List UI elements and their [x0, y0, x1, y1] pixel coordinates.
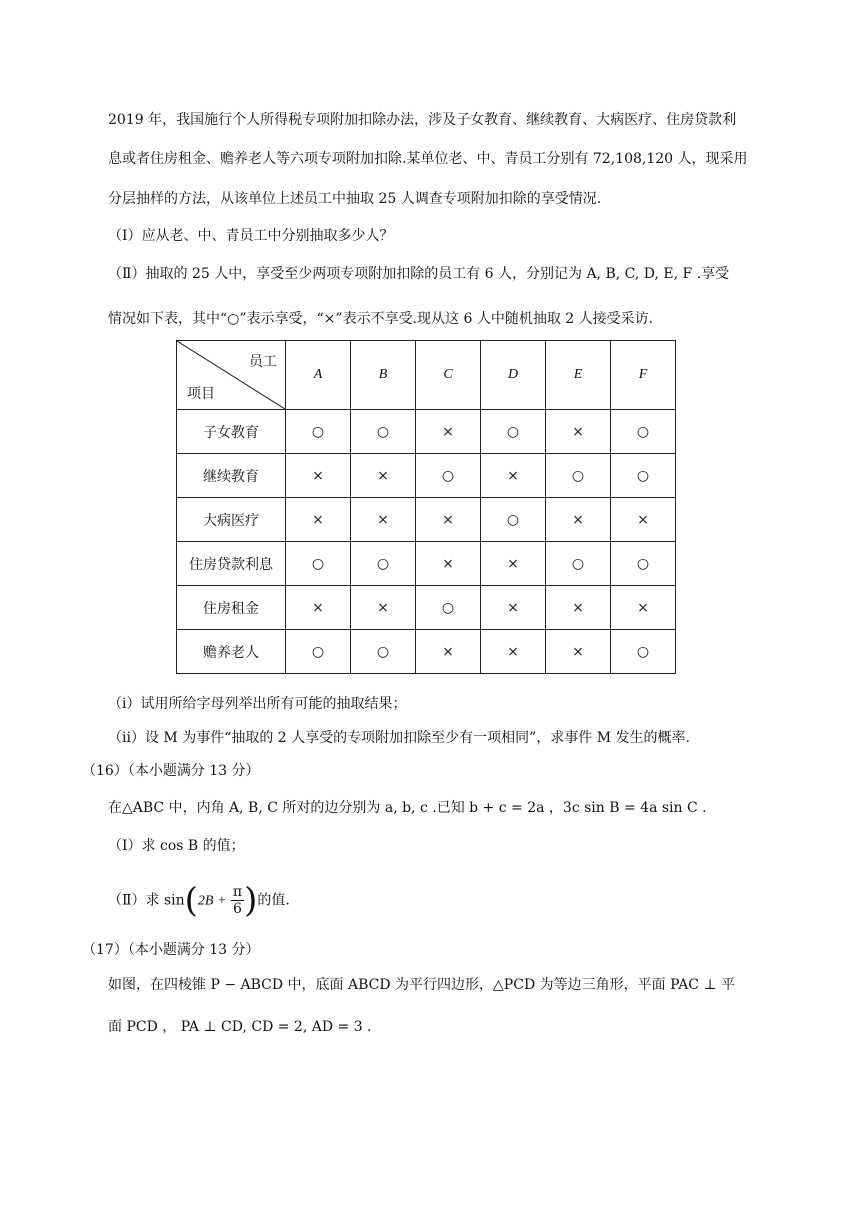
p15-intro-line2: 息或者住房租金、赡养老人等六项专项附加扣除.某单位老、中、青员工分别有 72,108,120 人，现采用: [108, 151, 748, 167]
mark-cell: ×: [351, 498, 416, 542]
mark-cell: ○: [611, 542, 676, 586]
mark-cell: ×: [481, 454, 546, 498]
col-header-d: D: [481, 341, 546, 410]
mark-cell: ×: [416, 630, 481, 674]
mark-cell: ×: [416, 498, 481, 542]
p16-part2-inner: 2B +: [197, 893, 227, 909]
mark-cell: ○: [611, 410, 676, 454]
mark-cell: ○: [286, 542, 351, 586]
p15-sub-i: （i）试用所给字母列举出所有可能的抽取结果；: [108, 696, 407, 712]
mark-cell: ×: [286, 454, 351, 498]
p17-line1: 如图，在四棱锥 P − ABCD 中，底面 ABCD 为平行四边形，△PCD 为等边三角形，平面 PAC ⊥ 平: [108, 977, 736, 993]
table-row: [177, 498, 676, 542]
row-item-label: 子女教育: [177, 410, 286, 454]
corner-label-staff: 员工: [249, 354, 277, 370]
mark-cell: ×: [611, 498, 676, 542]
mark-cell: ×: [546, 498, 611, 542]
p16-part1: （Ⅰ）求 cos B 的值；: [108, 838, 245, 854]
table-row: [177, 454, 676, 498]
mark-cell: ×: [481, 542, 546, 586]
left-paren: (: [184, 880, 198, 921]
mark-cell: ×: [286, 498, 351, 542]
table-corner-cell: [177, 341, 286, 410]
table-header-row: [177, 341, 676, 410]
mark-cell: ×: [546, 586, 611, 630]
table-row: [177, 586, 676, 630]
mark-cell: ○: [351, 542, 416, 586]
p15-part1: （Ⅰ）应从老、中、青员工中分别抽取多少人？: [108, 228, 394, 244]
p15-part2-line2: 情况如下表，其中“○”表示享受，“×”表示不享受.现从这 6 人中随机抽取 2 人接受采访.: [108, 311, 654, 327]
mark-cell: ○: [546, 542, 611, 586]
benefit-table: [176, 340, 676, 674]
mark-cell: ×: [416, 410, 481, 454]
row-item-label: 赡养老人: [177, 630, 286, 674]
mark-cell: ○: [286, 630, 351, 674]
p16-part2: [108, 880, 290, 921]
p16-stem: 在△ABC 中，内角 A, B, C 所对的边分别为 a, b, c .已知 b + c = 2a ，3c sin B = 4a sin C .: [108, 800, 707, 816]
mark-cell: ×: [286, 586, 351, 630]
p15-sub-ii: （ii）设 M 为事件“抽取的 2 人享受的专项附加扣除至少有一项相同”，求事件 M 发生的概率.: [108, 730, 690, 746]
row-item-label: 住房租金: [177, 586, 286, 630]
mark-cell: ○: [611, 630, 676, 674]
mark-cell: ×: [611, 586, 676, 630]
mark-cell: ○: [481, 410, 546, 454]
mark-cell: ○: [286, 410, 351, 454]
mark-cell: ×: [416, 542, 481, 586]
corner-label-item: 项目: [187, 386, 215, 402]
col-header-f: F: [611, 341, 676, 410]
mark-cell: ○: [351, 410, 416, 454]
mark-cell: ○: [481, 498, 546, 542]
row-item-label: 住房贷款利息: [177, 542, 286, 586]
mark-cell: ○: [546, 454, 611, 498]
p15-intro-line1: 2019 年，我国施行个人所得税专项附加扣除办法，涉及子女教育、继续教育、大病医疗、住房贷款利: [108, 112, 737, 128]
p17-header: （17）（本小题满分 13 分）: [82, 942, 260, 958]
p16-part2-suffix: 的值.: [257, 892, 290, 909]
col-header-a: A: [286, 341, 351, 410]
p17-line2: 面 PCD ， PA ⊥ CD, CD = 2, AD = 3 .: [108, 1019, 372, 1035]
row-item-label: 大病医疗: [177, 498, 286, 542]
mark-cell: ×: [351, 454, 416, 498]
mark-cell: ×: [351, 586, 416, 630]
mark-cell: ○: [351, 630, 416, 674]
table-row: [177, 410, 676, 454]
mark-cell: ○: [611, 454, 676, 498]
row-item-label: 继续教育: [177, 454, 286, 498]
mark-cell: ○: [416, 586, 481, 630]
p16-header: （16）（本小题满分 13 分）: [82, 763, 260, 779]
mark-cell: ×: [481, 630, 546, 674]
col-header-e: E: [546, 341, 611, 410]
col-header-b: B: [351, 341, 416, 410]
mark-cell: ○: [416, 454, 481, 498]
p15-part2-line1: （Ⅱ）抽取的 25 人中，享受至少两项专项附加扣除的员工有 6 人，分别记为 A, B, C, D, E, F .享受: [108, 266, 730, 282]
mark-cell: ×: [546, 410, 611, 454]
mark-cell: ×: [481, 586, 546, 630]
table-row: [177, 630, 676, 674]
p16-part2-prefix: （Ⅱ）求 sin: [108, 892, 185, 909]
fraction-denominator: 6: [233, 901, 242, 917]
right-paren: ): [244, 880, 258, 921]
p15-intro-line3: 分层抽样的方法，从该单位上述员工中抽取 25 人调查专项附加扣除的享受情况.: [108, 191, 602, 207]
col-header-c: C: [416, 341, 481, 410]
pi-over-6-fraction: [231, 884, 244, 917]
mark-cell: ×: [546, 630, 611, 674]
fraction-numerator: π: [232, 884, 243, 900]
table-row: [177, 542, 676, 586]
